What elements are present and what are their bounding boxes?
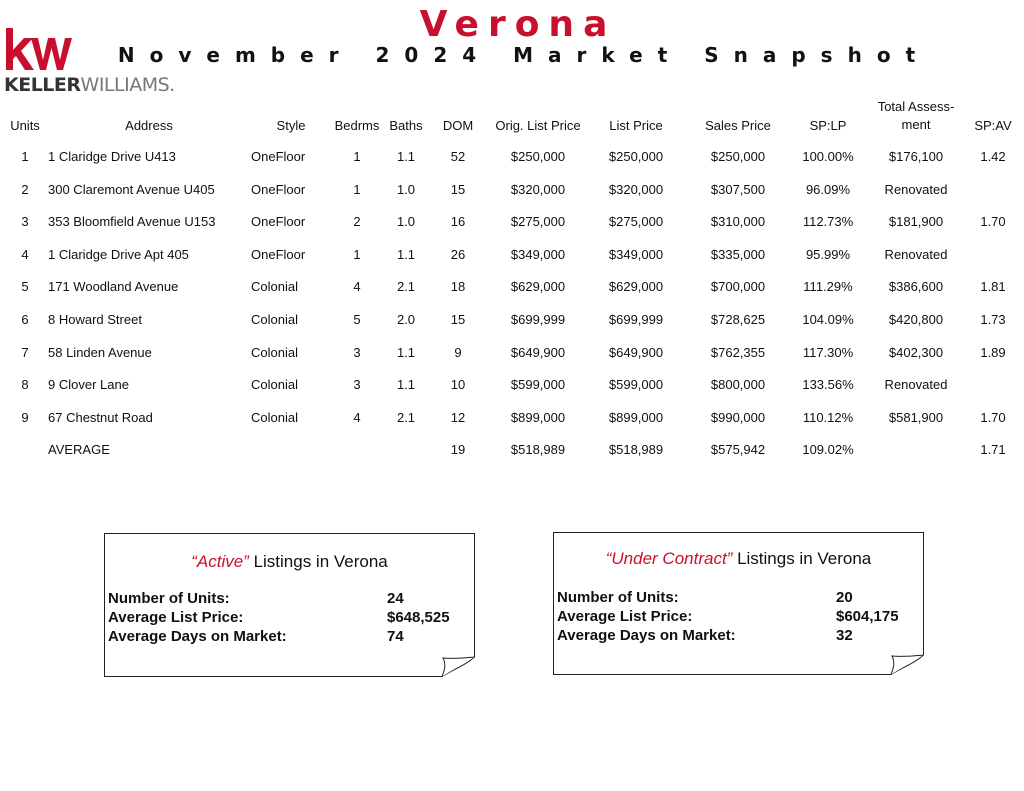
cell-bedrms: 4 [353, 279, 361, 295]
cell-orig-list-price: $320,000 [510, 181, 566, 197]
cell-list-price: $899,000 [608, 409, 664, 425]
cell-sales-price: $307,500 [710, 181, 766, 197]
page-subtitle: November 2024 Market Snapshot [117, 43, 931, 67]
cell-address: 58 Linden Avenue [48, 344, 152, 360]
cell-address: 9 Clover Lane [48, 377, 129, 393]
cell-style: Colonial [251, 344, 298, 360]
cell-sales-price: $335,000 [710, 246, 766, 262]
cell-total-assessment: $176,100 [888, 149, 944, 164]
cell-sales-price: $990,000 [710, 409, 766, 425]
active-avg-dom-value: 74 [387, 628, 404, 645]
cell-address: 171 Woodland Avenue [48, 279, 179, 295]
cell-units: 6 [21, 312, 29, 327]
cell-sp-lp: 112.73% [802, 214, 854, 230]
cell-bedrms: 1 [353, 149, 361, 164]
cell-orig-list-price: $349,000 [510, 246, 566, 262]
cell-baths: 2.1 [396, 409, 416, 425]
cell-units: 4 [21, 246, 29, 262]
header-sp-av: SP:AV [974, 118, 1012, 133]
cell-sp-lp: 111.29% [803, 279, 853, 295]
contract-box-title: “Under Contract” Listings in Verona [605, 549, 872, 568]
cell-total-assessment: Renovated [884, 377, 948, 393]
cell-dom: 26 [450, 246, 466, 262]
cell-orig-list-price: $649,900 [510, 344, 566, 360]
cell-dom: 16 [450, 214, 466, 230]
contract-avg-dom-label: Average Days on Market: [557, 627, 736, 644]
cell-sp-lp: 117.30% [802, 344, 854, 360]
header-list-price: List Price [609, 118, 663, 133]
contract-units-value: 20 [836, 589, 853, 606]
average-sp-av: 1.71 [980, 442, 1006, 458]
cell-orig-list-price: $629,000 [510, 279, 566, 295]
cell-bedrms: 3 [353, 344, 361, 360]
cell-baths: 1.1 [396, 149, 416, 164]
cell-baths: 1.0 [396, 214, 416, 230]
average-row [0, 440, 1024, 460]
cell-address: 353 Bloomfield Avenue U153 [48, 214, 216, 230]
cell-sp-av: 1.81 [980, 279, 1006, 295]
cell-bedrms: 1 [353, 181, 361, 197]
cell-units: 7 [21, 344, 29, 360]
cell-total-assessment: $402,300 [888, 344, 944, 360]
header-baths: Baths [389, 118, 423, 133]
contract-avg-price-value: $604,175 [836, 608, 899, 625]
cell-sp-lp: 100.00% [802, 149, 854, 164]
contract-units-label: Number of Units: [557, 589, 679, 606]
cell-address: 1 Claridge Drive U413 [48, 149, 176, 164]
cell-sales-price: $310,000 [710, 214, 766, 230]
average-list-price: $518,989 [608, 442, 664, 458]
cell-style: OneFloor [251, 181, 306, 197]
cell-bedrms: 3 [353, 377, 361, 393]
header-units: Units [10, 118, 40, 133]
table-row [0, 277, 1024, 297]
cell-sp-lp: 104.09% [802, 312, 854, 327]
cell-orig-list-price: $275,000 [510, 214, 566, 230]
header-dom: DOM [442, 118, 474, 133]
cell-sp-lp: 110.12% [802, 409, 854, 425]
cell-list-price: $349,000 [608, 246, 664, 262]
cell-sp-lp: 95.99% [805, 246, 851, 262]
active-units-label: Number of Units: [108, 590, 230, 607]
cell-bedrms: 4 [353, 409, 361, 425]
cell-baths: 2.0 [396, 312, 416, 327]
header-address: Address [125, 118, 173, 133]
cell-units: 9 [21, 409, 29, 425]
cell-total-assessment: $581,900 [888, 409, 944, 425]
cell-units: 8 [21, 377, 29, 393]
page-title: Verona [419, 4, 617, 45]
cell-baths: 1.1 [396, 246, 416, 262]
average-label: AVERAGE [48, 442, 110, 458]
brand-wordmark: KELLERWILLIAMS. [4, 74, 175, 96]
contract-avg-price-label: Average List Price: [557, 608, 693, 625]
under-contract-listings-box [553, 532, 924, 675]
cell-sp-av: 1.73 [980, 312, 1006, 327]
cell-bedrms: 1 [353, 246, 361, 262]
cell-dom: 12 [450, 409, 466, 425]
cell-total-assessment: Renovated [884, 246, 948, 262]
cell-baths: 2.1 [396, 279, 416, 295]
header-sales-price: Sales Price [705, 118, 771, 133]
cell-total-assessment: Renovated [884, 181, 948, 197]
cell-address: 300 Claremont Avenue U405 [48, 181, 215, 197]
cell-dom: 15 [450, 181, 466, 197]
cell-dom: 10 [450, 377, 466, 393]
cell-sales-price: $800,000 [710, 377, 766, 393]
active-avg-dom-label: Average Days on Market: [108, 628, 287, 645]
table-row [0, 245, 1024, 265]
table-row [0, 343, 1024, 363]
cell-total-assessment: $420,800 [888, 312, 944, 327]
cell-sp-av: 1.89 [980, 344, 1006, 360]
cell-address: 67 Chestnut Road [48, 409, 153, 425]
cell-list-price: $275,000 [608, 214, 664, 230]
cell-sp-av: 1.70 [980, 214, 1006, 230]
table-row [0, 212, 1024, 232]
cell-style: Colonial [251, 377, 298, 393]
header-style: Style [276, 118, 306, 133]
average-orig-list-price: $518,989 [510, 442, 566, 458]
cell-style: OneFloor [251, 149, 306, 164]
cell-address: 1 Claridge Drive Apt 405 [48, 246, 189, 262]
cell-sp-lp: 96.09% [805, 181, 851, 197]
cell-units: 2 [21, 181, 29, 197]
cell-style: Colonial [251, 409, 298, 425]
cell-sales-price: $700,000 [710, 279, 766, 295]
header-orig-list-price: Orig. List Price [495, 118, 581, 133]
cell-units: 3 [21, 214, 29, 230]
table-row [0, 180, 1024, 200]
cell-sales-price: $250,000 [710, 149, 766, 164]
cell-list-price: $250,000 [608, 149, 664, 164]
header-sp-lp: SP:LP [809, 118, 847, 133]
cell-bedrms: 2 [353, 214, 361, 230]
contract-avg-dom-value: 32 [836, 627, 853, 644]
cell-list-price: $699,999 [608, 312, 664, 327]
cell-bedrms: 5 [353, 312, 361, 327]
cell-orig-list-price: $899,000 [510, 409, 566, 425]
average-sp-lp: 109.02% [802, 442, 854, 458]
cell-baths: 1.0 [396, 181, 416, 197]
average-sales-price: $575,942 [710, 442, 766, 458]
active-units-value: 24 [387, 590, 404, 607]
header-total-assessment: Total Assess- ment [877, 99, 955, 132]
cell-sp-av: 1.42 [980, 149, 1006, 164]
cell-units: 5 [21, 279, 29, 295]
cell-total-assessment: $386,600 [888, 279, 944, 295]
cell-address: 8 Howard Street [48, 312, 142, 327]
active-listings-box [104, 533, 475, 677]
table-row [0, 408, 1024, 428]
table-row [0, 147, 1024, 167]
cell-total-assessment: $181,900 [888, 214, 944, 230]
cell-orig-list-price: $699,999 [510, 312, 566, 327]
cell-style: OneFloor [251, 214, 306, 230]
cell-list-price: $649,900 [608, 344, 664, 360]
cell-style: Colonial [251, 312, 298, 327]
average-dom: 19 [450, 442, 466, 458]
header-bedrms: Bedrms [334, 118, 380, 133]
table-row [0, 310, 1024, 330]
cell-baths: 1.1 [396, 377, 416, 393]
cell-sales-price: $762,355 [710, 344, 766, 360]
table-row [0, 375, 1024, 395]
cell-style: OneFloor [251, 246, 306, 262]
cell-sp-lp: 133.56% [802, 377, 854, 393]
cell-dom: 52 [450, 149, 466, 164]
cell-units: 1 [21, 149, 29, 164]
cell-orig-list-price: $599,000 [510, 377, 566, 393]
cell-style: Colonial [251, 279, 298, 295]
cell-orig-list-price: $250,000 [510, 149, 566, 164]
cell-list-price: $320,000 [608, 181, 664, 197]
cell-list-price: $629,000 [608, 279, 664, 295]
cell-sp-av: 1.70 [980, 409, 1006, 425]
cell-dom: 9 [454, 344, 462, 360]
cell-sales-price: $728,625 [710, 312, 766, 327]
cell-dom: 18 [450, 279, 466, 295]
active-avg-price-value: $648,525 [387, 609, 450, 626]
active-avg-price-label: Average List Price: [108, 609, 244, 626]
cell-list-price: $599,000 [608, 377, 664, 393]
active-box-title: “Active” Listings in Verona [191, 552, 388, 571]
cell-baths: 1.1 [396, 344, 416, 360]
table-header [0, 99, 1024, 136]
cell-dom: 15 [450, 312, 466, 327]
